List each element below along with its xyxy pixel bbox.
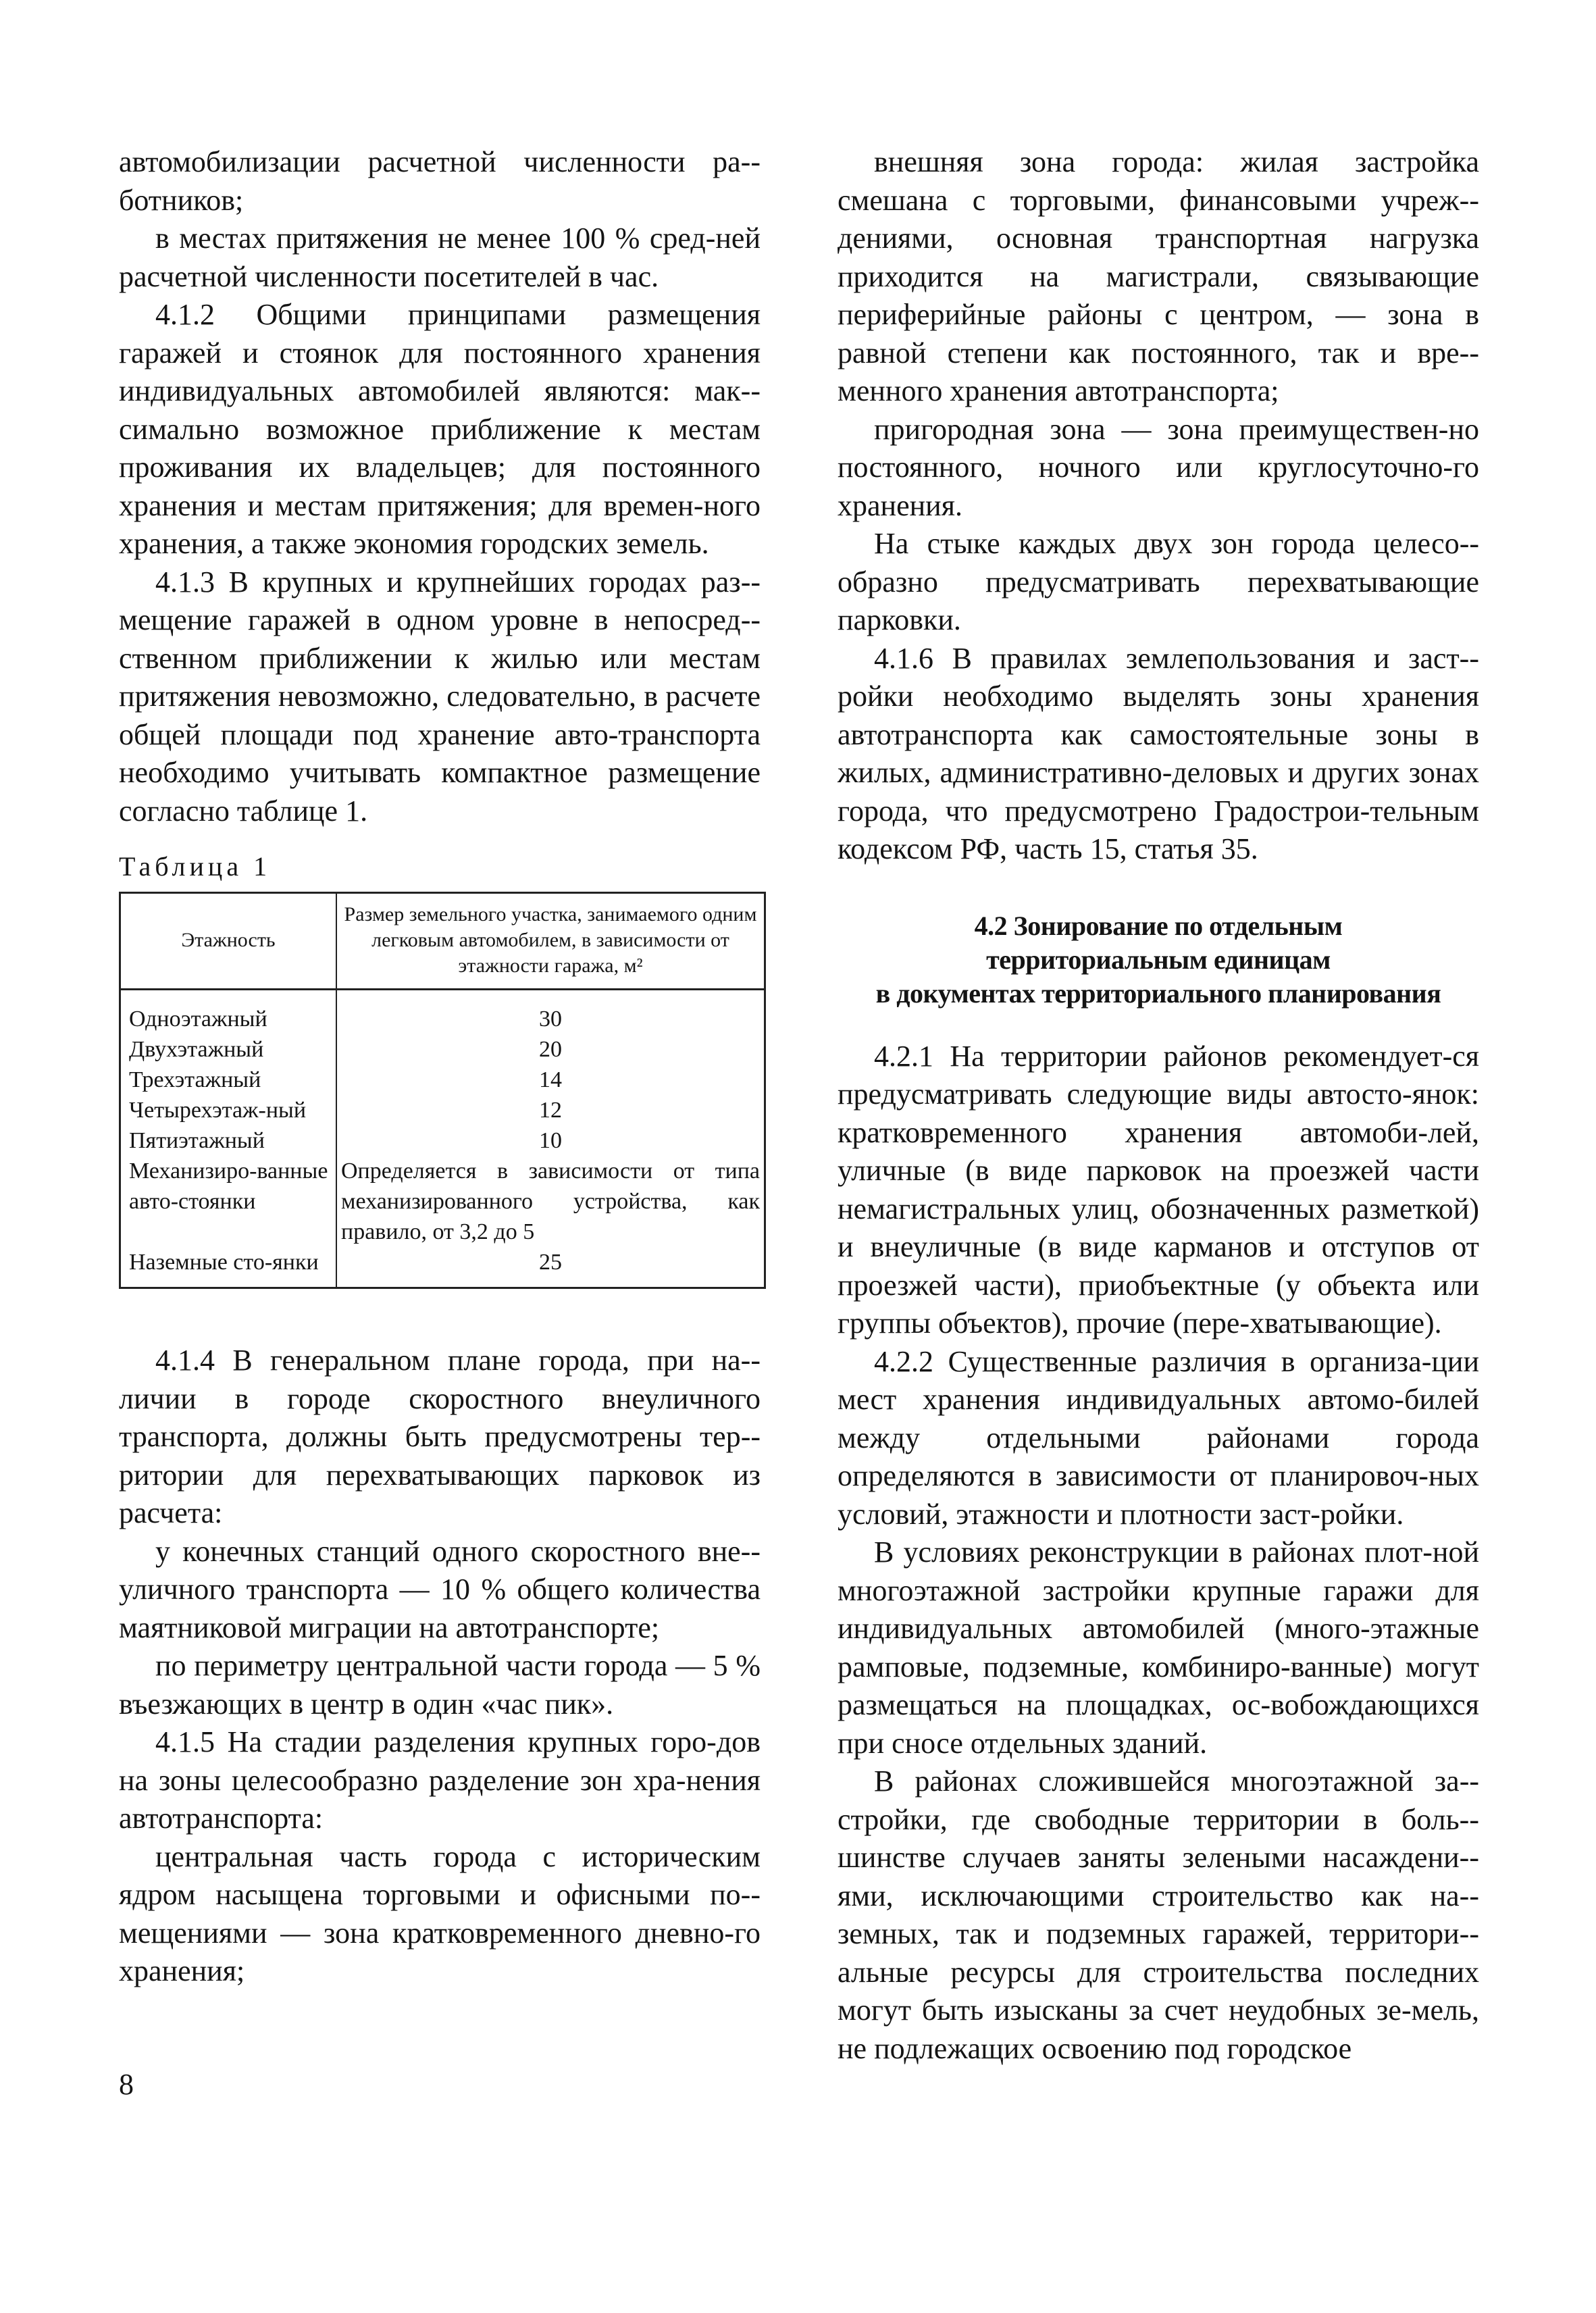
paragraph: центральная часть города с историческим ядром насыщена торговыми и офисными по-мещениями — зона кратковременного дневно-го хранения; xyxy=(119,1839,761,1987)
section-title-line-2: территориальным единицам xyxy=(986,944,1331,975)
paragraph: На стыке каждых двух зон города целесо-образно предусматривать перехватывающие парковки. xyxy=(838,527,1479,636)
right-paragraphs-after xyxy=(838,1038,1479,2068)
paragraph: В условиях реконструкции в районах плот-ной многоэтажной застройки крупные гаражи для индивидуальных автомобилей (много-этажные рамповые, подземные, комбиниро-ванные) могут размещаться на площадках, ос-вобождающихся при сносе отдельных зданий. xyxy=(838,1535,1479,1760)
table-cell-floors: Механизиро-ванные авто-стоянки xyxy=(120,1156,337,1247)
paragraph: В районах сложившейся многоэтажной за-стройки, где свободные территории в боль-шинстве случаев заняты зелеными насаждени-ями, исключающими строительство как на-земных, так и подземных гаражей, территори-альные ресурсы для строительства последних могут быть изысканы за счет неудобных зе-мель, не подлежащих освоению под городское xyxy=(838,1764,1479,2065)
right-paragraphs-before xyxy=(838,143,1479,869)
table-header-floors: Этажность xyxy=(120,893,337,990)
table-cell-area: 25 xyxy=(539,1250,562,1275)
table-cell-floors: Одноэтажный xyxy=(120,990,337,1035)
paragraph: пригородная зона — зона преимуществен-но постоянного, ночного или круглосуточно-го хранения. xyxy=(838,412,1479,522)
table-cell-area: 20 xyxy=(539,1037,562,1062)
table-row xyxy=(120,1247,765,1288)
table-cell-floors: Четырехэтаж-ный xyxy=(120,1095,337,1125)
section-title-line-3: в документах территориального планирования xyxy=(875,977,1441,1009)
paragraph: по периметру центральной части города — 5 % въезжающих в центр в один «час пик». xyxy=(119,1649,761,1721)
table-cell-area: 12 xyxy=(539,1098,562,1123)
table-cell-area: 14 xyxy=(539,1067,562,1092)
right-column xyxy=(838,143,1479,2068)
table-row xyxy=(120,1034,765,1065)
parking-area-table xyxy=(119,892,766,1289)
paragraph: 4.2.1 На территории районов рекомендует-ся предусматривать следующие виды автосто-янок: кратковременного хранения автомоби-лей, уличные (в виде парковок на проезжей части немагистральных улиц, обозначенных разметкой) и внеуличные (в виде карманов и отступов от проезжей части), приобъектные (у объекта или группы объектов), прочие (пере-хватывающие). xyxy=(838,1039,1479,1340)
table-caption: Таблица 1 xyxy=(119,851,272,882)
paragraph: 4.1.4 В генеральном плане города, при на-личии в городе скоростного внеуличного транспорта, должны быть предусмотрены тер-ритории для перехватывающих парковок из расчета: xyxy=(119,1344,761,1529)
table-row xyxy=(120,990,765,1035)
section-title-line-1: 4.2 Зонирование по отдельным xyxy=(974,910,1343,941)
paragraph: 4.1.2 Общими принципами размещения гаражей и стоянок для постоянного хранения индивидуальных автомобилей являются: мак-симально возможное приближение к местам проживания их владельцев; для постоянного хранения и местам притяжения; для времен-ного хранения, а также экономия городских земель. xyxy=(119,298,761,560)
table-cell-floors: Трехэтажный xyxy=(120,1065,337,1095)
table-header-area: Размер земельного участка, занимаемого одним легковым автомобилем, в зависимости от этажности гаража, м² xyxy=(336,893,765,990)
table-row xyxy=(120,1156,765,1247)
table-cell-floors: Двухэтажный xyxy=(120,1034,337,1065)
table-row xyxy=(120,1125,765,1156)
table-row xyxy=(120,1065,765,1095)
paragraph: 4.1.5 На стадии разделения крупных горо-дов на зоны целесообразно разделение зон хра-нения автотранспорта: xyxy=(119,1725,761,1835)
table-cell-area: 10 xyxy=(539,1128,562,1153)
table-row xyxy=(120,1095,765,1125)
left-paragraphs-before xyxy=(119,143,761,830)
paragraph: внешняя зона города: жилая застройка смешана с торговыми, финансовыми учреж-дениями, основная транспортная нагрузка приходится на магистрали, связывающие периферийные районы с центром, — зона в равной степени как постоянного, так и вре-менного хранения автотранспорта; xyxy=(838,145,1479,407)
table-cell-floors: Пятиэтажный xyxy=(120,1125,337,1156)
table-body xyxy=(120,990,765,1288)
paragraph: 4.1.3 В крупных и крупнейших городах раз-мещение гаражей в одном уровне в непосред-ственном приближении к жилью или местам притяжения невозможно, следовательно, в расчете общей площади под хранение авто-транспорта необходимо учитывать компактное размещение согласно таблице 1. xyxy=(119,565,761,828)
paragraph: в местах притяжения не менее 100 % сред-ней расчетной численности посетителей в час. xyxy=(119,222,761,293)
paragraph: 4.1.6 В правилах землепользования и заст-ройки необходимо выделять зоны хранения автотранспорта как самостоятельные зоны в жилых, административно-деловых и других зонах города, что предусмотрено Градострои-тельным кодексом РФ, часть 15, статья 35. xyxy=(838,641,1479,865)
page-number: 8 xyxy=(119,2068,134,2101)
table-header-row xyxy=(120,893,765,990)
table-cell-floors: Наземные сто-янки xyxy=(120,1247,337,1288)
paragraph: автомобилизации расчетной численности ра-ботников; xyxy=(119,145,761,217)
table-cell-area: 30 xyxy=(539,1007,562,1032)
paragraph: 4.2.2 Существенные различия в организа-ции мест хранения индивидуальных автомо-билей между отдельными районами города определяются в зависимости от планировоч-ных условий, этажности и плотности заст-ройки. xyxy=(838,1344,1479,1531)
section-title xyxy=(838,909,1479,1011)
left-paragraphs-after xyxy=(119,1342,761,1991)
left-column xyxy=(119,143,761,1991)
table-cell-area: Определяется в зависимости от типа механизированного устройства, как правило, от 3,2 до 5 xyxy=(341,1159,760,1244)
paragraph: у конечных станций одного скоростного вне-уличного транспорта — 10 % общего количества маятниковой миграции на автотранспорте; xyxy=(119,1534,761,1644)
